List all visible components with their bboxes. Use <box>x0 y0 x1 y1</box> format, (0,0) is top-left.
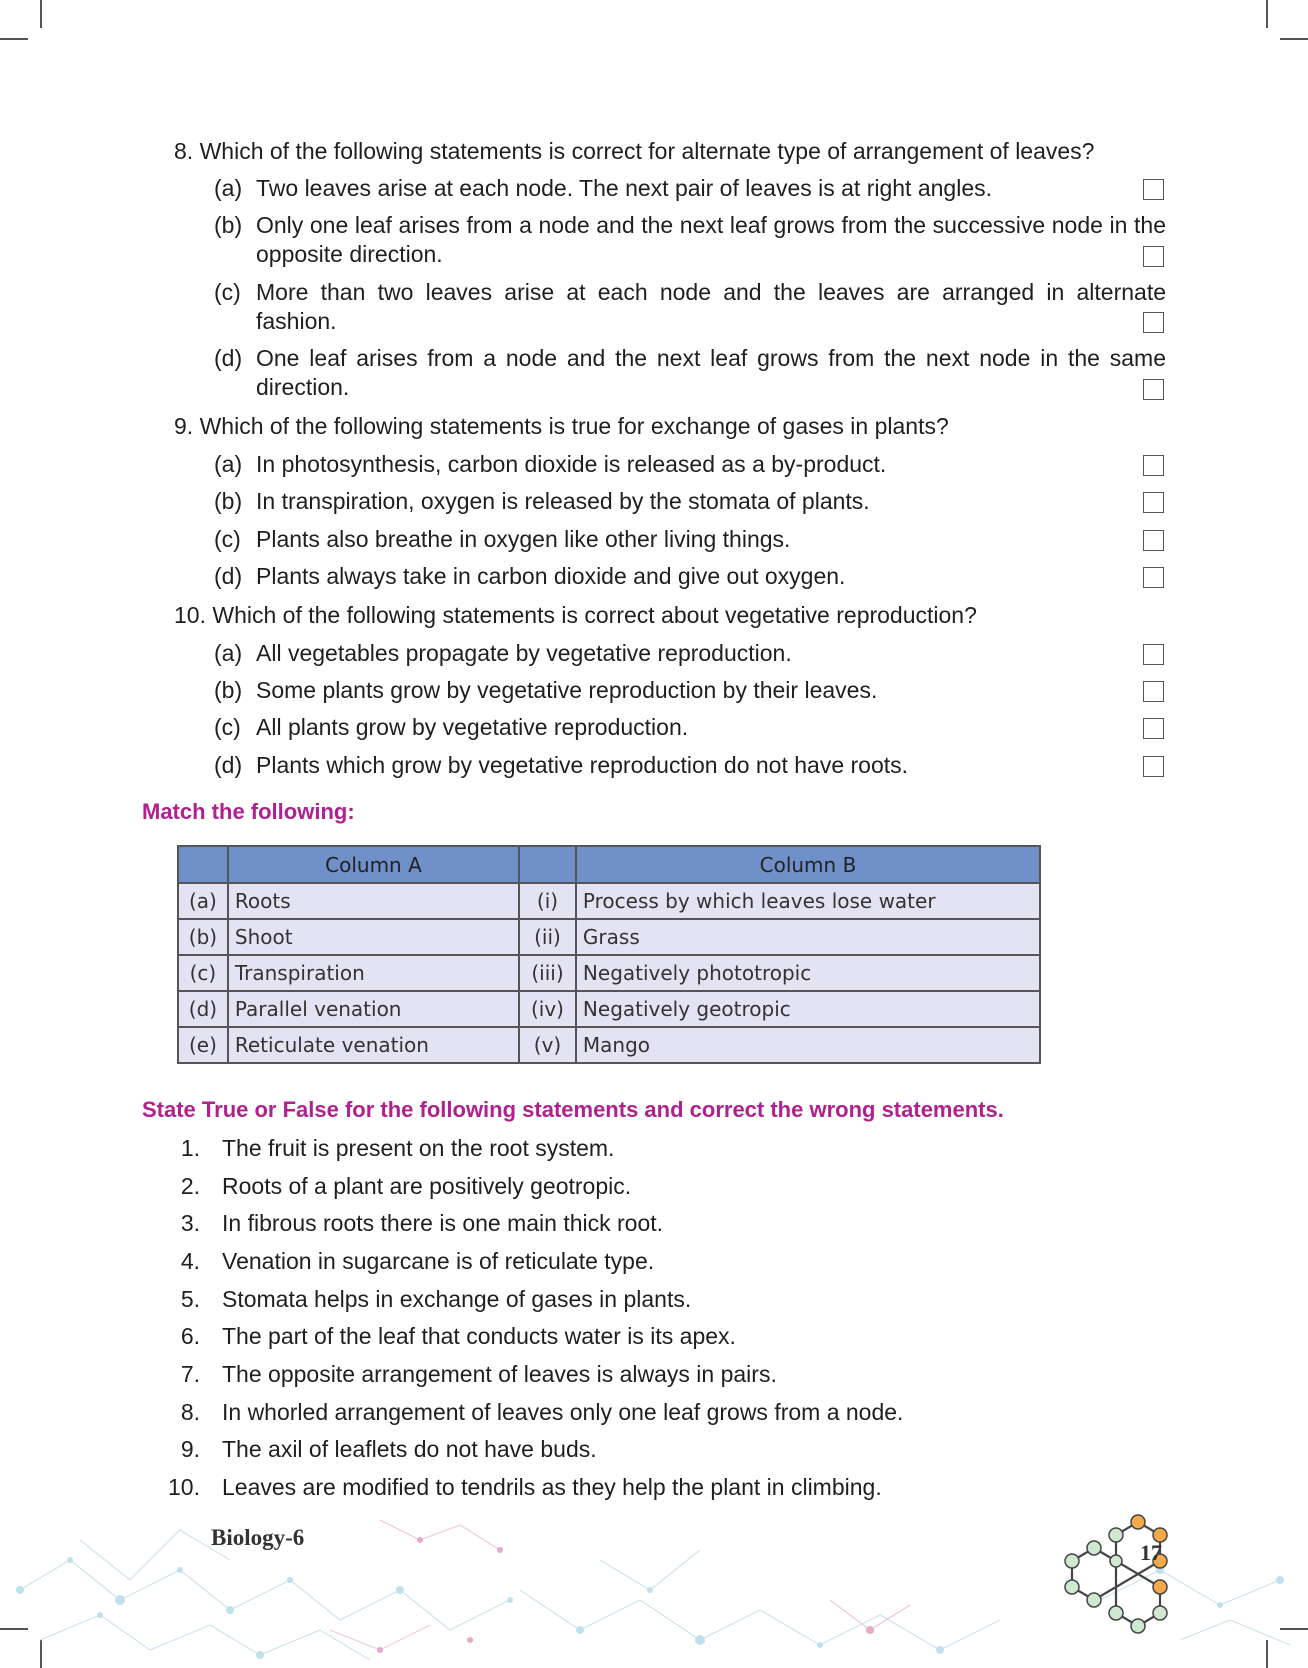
row-text-b: Grass <box>576 919 1040 955</box>
answer-checkbox[interactable] <box>1143 379 1164 400</box>
table-row <box>178 919 1040 955</box>
option <box>214 713 1166 742</box>
answer-checkbox[interactable] <box>1143 492 1164 513</box>
item-text: Venation in sugarcane is of reticulate type. <box>222 1248 655 1274</box>
hexagon-page-emblem <box>1050 1500 1200 1640</box>
item-number: 1. <box>180 1135 200 1161</box>
option-text: Plants always take in carbon dioxide and give out oxygen. <box>256 563 846 589</box>
option <box>214 174 1166 203</box>
column-a-header: Column A <box>228 846 519 883</box>
option-label: (b) <box>214 677 243 703</box>
list-item <box>160 1285 692 1313</box>
item-text: The part of the leaf that conducts water is its apex. <box>222 1323 736 1349</box>
option-text: Two leaves arise at each node. The next pair of leaves is at right angles. <box>256 175 992 201</box>
option <box>214 487 1166 516</box>
question-text: Which of the following statements is correct about vegetative reproduction? <box>212 602 977 628</box>
row-text-b: Process by which leaves lose water <box>576 883 1040 919</box>
list-item <box>160 1134 615 1162</box>
row-label-b: (iii) <box>519 955 576 991</box>
column-b-header: Column B <box>576 846 1040 883</box>
row-text-a: Transpiration <box>228 955 519 991</box>
table-row <box>178 883 1040 919</box>
question-text: Which of the following statements is correct for alternate type of arrangement of leaves? <box>199 138 1095 164</box>
option <box>214 525 1166 554</box>
option <box>214 751 1166 780</box>
table-header-cell <box>178 846 228 883</box>
row-label-b: (iv) <box>519 991 576 1027</box>
option-text: One leaf arises from a node and the next leaf grows from the next node in the same direction. <box>256 345 1166 400</box>
answer-checkbox[interactable] <box>1143 756 1164 777</box>
row-label-a: (e) <box>178 1027 228 1063</box>
option <box>214 639 1166 668</box>
item-text: Leaves are modified to tendrils as they help the plant in climbing. <box>222 1474 882 1500</box>
match-heading: Match the following: <box>142 799 355 824</box>
true-false-heading: State True or False for the following statements and correct the wrong statements. <box>142 1097 1004 1122</box>
item-number: 5. <box>180 1286 200 1312</box>
option <box>214 450 1166 479</box>
question-text: Which of the following statements is true for exchange of gases in plants? <box>199 413 949 439</box>
item-number: 4. <box>180 1248 200 1274</box>
crop-mark <box>0 38 28 40</box>
crop-mark <box>1280 38 1308 40</box>
list-item <box>160 1360 777 1388</box>
table-row <box>178 955 1040 991</box>
list-item <box>160 1172 632 1200</box>
option-label: (b) <box>214 212 243 238</box>
option-label: (c) <box>214 526 241 552</box>
book-title: Biology-6 <box>211 1525 305 1550</box>
item-text: Stomata helps in exchange of gases in plants. <box>222 1286 692 1312</box>
list-item <box>160 1247 655 1275</box>
match-table <box>177 845 1041 1064</box>
option-text: In photosynthesis, carbon dioxide is released as a by-product. <box>256 451 887 477</box>
question-number: 10. <box>174 602 206 628</box>
item-number: 2. <box>180 1173 200 1199</box>
option-label: (d) <box>214 563 243 589</box>
item-text: In fibrous roots there is one main thick root. <box>222 1210 664 1236</box>
row-label-a: (a) <box>178 883 228 919</box>
item-text: The fruit is present on the root system. <box>222 1135 615 1161</box>
row-label-a: (b) <box>178 919 228 955</box>
item-number: 7. <box>180 1361 200 1387</box>
row-text-b: Mango <box>576 1027 1040 1063</box>
option-text: All plants grow by vegetative reproduction. <box>256 714 689 740</box>
table-row <box>178 991 1040 1027</box>
item-number: 6. <box>180 1323 200 1349</box>
option-text: Plants which grow by vegetative reproduction do not have roots. <box>256 752 909 778</box>
question-8 <box>174 137 1094 165</box>
option-label: (d) <box>214 345 243 371</box>
answer-checkbox[interactable] <box>1143 530 1164 551</box>
option-text: Only one leaf arises from a node and the next leaf grows from the successive node in the opposite direction. <box>256 212 1166 267</box>
answer-checkbox[interactable] <box>1143 312 1164 333</box>
row-text-a: Roots <box>228 883 519 919</box>
question-number: 8. <box>174 138 194 164</box>
answer-checkbox[interactable] <box>1143 179 1164 200</box>
question-9 <box>174 412 949 440</box>
option <box>214 676 1166 705</box>
option-label: (a) <box>214 175 243 201</box>
answer-checkbox[interactable] <box>1143 455 1164 476</box>
row-label-b: (v) <box>519 1027 576 1063</box>
row-text-b: Negatively geotropic <box>576 991 1040 1027</box>
option-label: (d) <box>214 752 243 778</box>
option-label: (c) <box>214 279 241 305</box>
answer-checkbox[interactable] <box>1143 644 1164 665</box>
option <box>214 562 1166 591</box>
row-label-b: (i) <box>519 883 576 919</box>
page-number: 17 <box>1140 1540 1162 1565</box>
option-text: In transpiration, oxygen is released by the stomata of plants. <box>256 488 870 514</box>
list-item <box>160 1322 736 1350</box>
row-label-a: (c) <box>178 955 228 991</box>
crop-mark <box>40 0 42 28</box>
option-label: (a) <box>214 640 243 666</box>
answer-checkbox[interactable] <box>1143 246 1164 267</box>
answer-checkbox[interactable] <box>1143 681 1164 702</box>
item-text: Roots of a plant are positively geotropic. <box>222 1173 632 1199</box>
option-text: Plants also breathe in oxygen like other living things. <box>256 526 791 552</box>
question-number: 9. <box>174 413 194 439</box>
option-text: Some plants grow by vegetative reproduction by their leaves. <box>256 677 878 703</box>
option-text: More than two leaves arise at each node and the leaves are arranged in alternate fashion. <box>256 279 1166 334</box>
item-number: 10. <box>168 1474 200 1500</box>
list-item <box>160 1209 664 1237</box>
option-label: (b) <box>214 488 243 514</box>
item-number: 8. <box>180 1399 200 1425</box>
row-text-a: Parallel venation <box>228 991 519 1027</box>
item-text: In whorled arrangement of leaves only one leaf grows from a node. <box>222 1399 904 1425</box>
item-number: 3. <box>180 1210 200 1236</box>
list-item <box>160 1398 904 1426</box>
answer-checkbox[interactable] <box>1143 567 1164 588</box>
option-label: (a) <box>214 451 243 477</box>
row-text-b: Negatively phototropic <box>576 955 1040 991</box>
table-header-row <box>178 846 1040 883</box>
option-label: (c) <box>214 714 241 740</box>
option <box>214 278 1166 336</box>
item-number: 9. <box>180 1436 200 1462</box>
row-label-b: (ii) <box>519 919 576 955</box>
option <box>214 211 1166 269</box>
item-text: The axil of leaflets do not have buds. <box>222 1436 597 1462</box>
row-text-a: Reticulate venation <box>228 1027 519 1063</box>
table-row <box>178 1027 1040 1063</box>
crop-mark <box>1266 0 1268 28</box>
option <box>214 344 1166 402</box>
item-text: The opposite arrangement of leaves is always in pairs. <box>222 1361 777 1387</box>
question-10 <box>174 601 977 629</box>
option-text: All vegetables propagate by vegetative reproduction. <box>256 640 792 666</box>
row-text-a: Shoot <box>228 919 519 955</box>
row-label-a: (d) <box>178 991 228 1027</box>
table-header-cell <box>519 846 576 883</box>
answer-checkbox[interactable] <box>1143 718 1164 739</box>
